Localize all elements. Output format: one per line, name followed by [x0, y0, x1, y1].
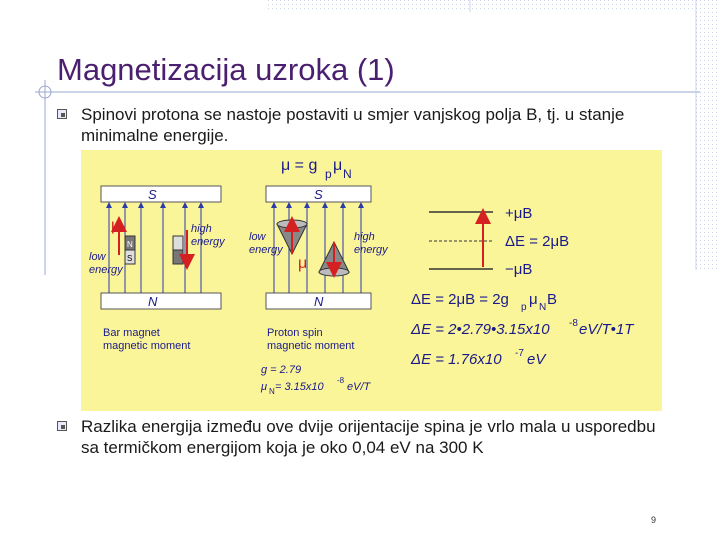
formula-mu: μ = g [281, 157, 318, 174]
proton-spin-caption-2: magnetic moment [267, 340, 355, 352]
equation-3: ΔE = 1.76x10 [411, 351, 502, 368]
pole-N-label-2: N [314, 294, 324, 309]
equation-1-sub-p: p [521, 302, 527, 313]
muN-symbol: μ [261, 381, 268, 393]
bar-magnet-caption-2: magnetic moment [103, 340, 191, 352]
equation-2-unit: eV/T•1T [579, 321, 634, 338]
g-value: g = 2.79 [261, 364, 302, 376]
bullet-text: Spinovi protona se nastoje postaviti u smjer vanjskog polja B, tj. u stanje minimalne energije. [81, 105, 625, 145]
pole-S-label-2: S [314, 187, 323, 202]
high-energy-label: energy [191, 236, 225, 248]
mu-label-mid: μ [298, 255, 308, 272]
high-energy-label-2: energy [354, 244, 388, 256]
equation-1-mu: μ [529, 291, 538, 308]
low-energy-label: energy [89, 264, 123, 276]
figure-graphic [81, 150, 662, 411]
muN-unit: eV/T [347, 381, 371, 393]
minus-muB-label: −μB [505, 261, 533, 278]
pole-S-label: S [148, 187, 157, 202]
muN-exp: -8 [337, 376, 345, 385]
equation-3-unit: eV [527, 351, 546, 368]
bar-magnet-caption: Bar magnet [103, 327, 160, 339]
muN-value: = 3.15x10 [275, 381, 324, 393]
formula-sub-N: N [343, 167, 352, 181]
bullet-text: Razlika energija između ove dvije orijentacije spina je vrlo mala u usporedbu sa termičkom energijom koja je oko 0,04 eV na 300 K [81, 417, 656, 457]
deltaE-label: ΔE = 2μB [505, 233, 570, 250]
magnet-S-label: S [127, 254, 133, 263]
energy-level-panel [410, 205, 635, 368]
plus-muB-label: +μB [505, 205, 533, 222]
high-label-2: high [354, 231, 375, 243]
spin-energy-figure [81, 150, 662, 411]
formula-mu2: μ [333, 157, 343, 174]
bullet-square-icon [57, 421, 67, 431]
magnet-N-label: N [127, 240, 133, 249]
equation-2: ΔE = 2•2.79•3.15x10 [411, 321, 550, 338]
low-label-2: low [249, 231, 266, 243]
pole-N-label: N [148, 294, 158, 309]
page-number: 9 [651, 515, 657, 525]
bullet-square-icon [57, 109, 67, 119]
equation-2-exp: -8 [569, 318, 578, 329]
proton-spin-panel [249, 186, 389, 396]
bar-magnet-panel [89, 186, 226, 352]
low-energy-label-2: energy [249, 244, 283, 256]
moment-formula [281, 157, 352, 181]
equation-1: ΔE = 2μB = 2g [411, 291, 509, 308]
slide-title: Magnetizacija uzroka (1) [57, 52, 395, 87]
high-label: high [191, 223, 212, 235]
formula-sub-p: p [325, 167, 332, 181]
proton-spin-caption: Proton spin [267, 327, 323, 339]
mu-label-left: μ [111, 217, 121, 234]
equation-1-B: B [547, 291, 558, 308]
equation-3-exp: -7 [515, 348, 524, 359]
low-label: low [89, 251, 106, 263]
equation-1-sub-N: N [539, 302, 547, 313]
muN-sub: N [269, 387, 275, 396]
